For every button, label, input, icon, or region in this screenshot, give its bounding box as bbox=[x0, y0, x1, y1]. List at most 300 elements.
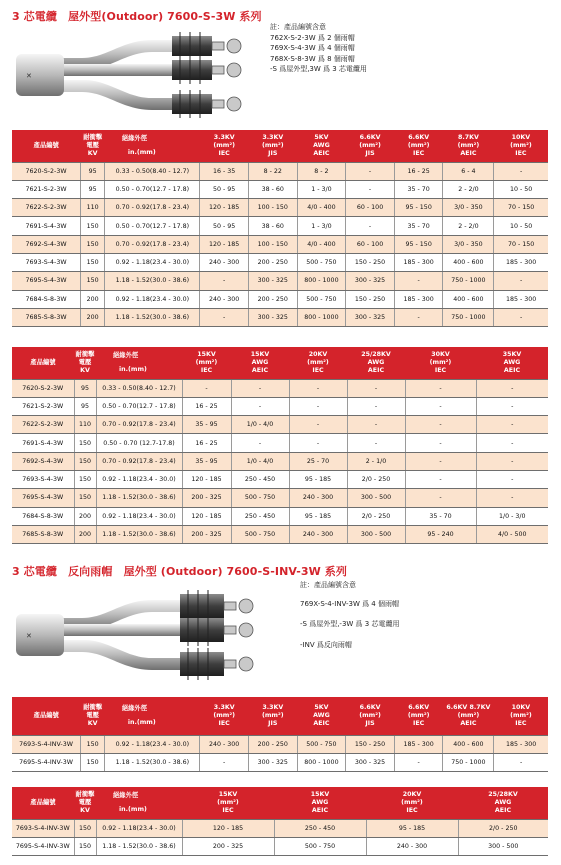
table-cell: 150 - 250 bbox=[346, 735, 395, 753]
table-cell: 1.18 - 1.52(30.0 - 38.6) bbox=[96, 525, 182, 543]
table-header-row bbox=[12, 787, 548, 819]
table-cell: 2 - 2/0 bbox=[443, 217, 494, 235]
svg-text:✕: ✕ bbox=[26, 72, 32, 80]
table-cell: 4/0 - 400 bbox=[297, 199, 346, 217]
table-row bbox=[12, 308, 548, 326]
product-code-cell: 7693-S-4-INV-3W bbox=[12, 735, 81, 753]
column-header-line: 6.6KV bbox=[408, 134, 430, 142]
table-cell: 300 - 325 bbox=[248, 272, 297, 290]
table-cell: 95 - 185 bbox=[289, 470, 347, 488]
column-header-line: IEC bbox=[222, 806, 234, 814]
table-cell: 95 bbox=[81, 180, 105, 198]
table-cell: 0.92 - 1.18(23.4 - 30.0) bbox=[105, 290, 200, 308]
column-header bbox=[274, 787, 366, 819]
table-cell: 0.92 - 1.18(23.4 - 30.0) bbox=[105, 735, 200, 753]
column-header bbox=[248, 130, 297, 162]
column-header bbox=[81, 130, 105, 162]
table-cell: 0.33 - 0.50(8.40 - 12.7) bbox=[96, 379, 182, 397]
table-cell: 95 - 150 bbox=[394, 235, 443, 253]
column-header bbox=[182, 347, 231, 379]
table-cell: 0.92 - 1.18(23.4 - 30.0) bbox=[96, 507, 182, 525]
table-cell: 300 - 325 bbox=[248, 308, 297, 326]
column-header-line: KV bbox=[80, 806, 90, 814]
table-cell: 150 bbox=[74, 470, 96, 488]
column-header bbox=[200, 130, 249, 162]
column-header bbox=[74, 347, 96, 379]
table-cell: 185 - 300 bbox=[494, 735, 548, 753]
column-header-line: 15KV bbox=[250, 351, 270, 359]
table-cell: 2 - 1/0 bbox=[347, 452, 405, 470]
table-cell: 2/0 - 250 bbox=[347, 470, 405, 488]
table-cell: 300 - 325 bbox=[346, 272, 395, 290]
column-header-line: IEC bbox=[312, 366, 324, 374]
table-cell: 0.70 - 0.92(17.8 - 23.4) bbox=[96, 416, 182, 434]
table-row bbox=[12, 290, 548, 308]
table-cell: - bbox=[289, 434, 347, 452]
column-header-line: AEIC bbox=[313, 719, 330, 727]
table-cell: 400 - 600 bbox=[443, 735, 494, 753]
table-cell: 800 - 1000 bbox=[297, 308, 346, 326]
product-code-cell: 7622-S-2-3W bbox=[12, 416, 74, 434]
table-cell: 400 - 600 bbox=[443, 253, 494, 271]
column-header-line: IEC bbox=[218, 719, 230, 727]
table-row bbox=[12, 253, 548, 271]
table-cell: 250 - 450 bbox=[231, 470, 289, 488]
table-cell: 120 - 185 bbox=[200, 199, 249, 217]
table-cell: - bbox=[494, 308, 548, 326]
table-cell: - bbox=[476, 452, 548, 470]
table-cell: 185 - 300 bbox=[394, 735, 443, 753]
column-header-line: AWG bbox=[503, 358, 521, 366]
table-cell: 150 bbox=[81, 217, 105, 235]
table-cell: 240 - 300 bbox=[200, 735, 249, 753]
column-header-line: 3.3KV bbox=[262, 134, 284, 142]
column-header-line: 產品編號 bbox=[33, 141, 59, 149]
column-header bbox=[443, 130, 494, 162]
table-cell: 38 - 60 bbox=[248, 217, 297, 235]
table-cell: 60 - 100 bbox=[346, 235, 395, 253]
table-cell: 3/0 - 350 bbox=[443, 235, 494, 253]
table-cell: 200 bbox=[74, 507, 96, 525]
column-header-line: 6.6KV bbox=[408, 704, 430, 712]
column-header-line: 3.3KV bbox=[213, 134, 235, 142]
table-cell: 110 bbox=[81, 199, 105, 217]
product-code-cell: 7622-S-2-3W bbox=[12, 199, 81, 217]
column-header-line: 絕緣外徑 bbox=[113, 351, 139, 359]
table-cell: 750 - 1000 bbox=[443, 308, 494, 326]
table-cell: 50 - 95 bbox=[200, 180, 249, 198]
column-header-line: (mm²) bbox=[510, 141, 532, 149]
product-code-cell: 7693-S-4-3W bbox=[12, 470, 74, 488]
column-header-line: 電壓 bbox=[78, 358, 92, 366]
column-header-line: (mm²) bbox=[213, 141, 235, 149]
table-row bbox=[12, 452, 548, 470]
note-line: -S 爲屋外型,-3W 爲 3 芯電纜用 bbox=[300, 620, 400, 628]
table-cell: 185 - 300 bbox=[494, 253, 548, 271]
table-cell: 240 - 300 bbox=[289, 525, 347, 543]
table-cell: - bbox=[200, 753, 249, 771]
table-cell: 16 - 25 bbox=[182, 434, 231, 452]
table-cell: 16 - 35 bbox=[200, 162, 249, 180]
column-header bbox=[405, 347, 476, 379]
table-cell: - bbox=[476, 470, 548, 488]
table-cell: 35 - 95 bbox=[182, 416, 231, 434]
table-cell: 200 bbox=[81, 290, 105, 308]
table-cell: - bbox=[476, 416, 548, 434]
table-cell: 50 - 95 bbox=[200, 217, 249, 235]
column-header-line: IEC bbox=[434, 366, 447, 374]
column-header-line: (mm²) bbox=[457, 141, 480, 149]
column-header-line: 5KV bbox=[314, 704, 329, 712]
column-header-line: 產品編號 bbox=[30, 358, 56, 366]
table-cell: - bbox=[200, 272, 249, 290]
column-header-line: 6.6KV bbox=[359, 134, 381, 142]
column-header-line: JIS bbox=[365, 719, 375, 727]
column-header-line: 10KV bbox=[511, 134, 531, 142]
table-row bbox=[12, 416, 548, 434]
column-header-line: AEIC bbox=[503, 366, 521, 374]
table-cell: - bbox=[346, 217, 395, 235]
note-line: -S 爲屋外型,3W 爲 3 芯電纜用 bbox=[270, 65, 367, 73]
table-cell: - bbox=[347, 434, 405, 452]
table-row bbox=[12, 199, 548, 217]
table-cell: 0.92 - 1.18(23.4 - 30.0) bbox=[96, 819, 182, 837]
column-header bbox=[96, 347, 182, 379]
table-row bbox=[12, 837, 548, 855]
column-header-line: AWG bbox=[313, 141, 330, 149]
table-cell: 800 - 1000 bbox=[297, 753, 346, 771]
note-line: 註：產品編號含意 bbox=[270, 23, 326, 31]
product-code-cell: 7695-S-4-3W bbox=[12, 489, 74, 507]
column-header-line: 5KV bbox=[314, 134, 329, 142]
table-cell: 300 - 500 bbox=[458, 837, 548, 855]
column-header-line: IEC bbox=[515, 149, 527, 157]
spec-table-2a bbox=[12, 697, 548, 772]
column-header-line: (mm²) bbox=[429, 358, 452, 366]
table-cell: - bbox=[494, 753, 548, 771]
column-header bbox=[105, 697, 200, 735]
table-cell: 95 - 185 bbox=[366, 819, 458, 837]
table-cell: 150 - 250 bbox=[346, 253, 395, 271]
product-code-cell: 7691-S-4-3W bbox=[12, 217, 81, 235]
table-cell: - bbox=[289, 379, 347, 397]
section-2-title: 3 芯電纜 反向雨帽 屋外型 (Outdoor) 7600-S-INV-3W 系列 bbox=[12, 565, 348, 578]
column-header-line: (mm²) bbox=[407, 711, 430, 719]
table-cell: 0.50 - 0.70(12.7 - 17.8) bbox=[96, 397, 182, 415]
table-cell: 200 - 325 bbox=[182, 525, 231, 543]
column-header-line: 電壓 bbox=[86, 141, 99, 149]
column-header bbox=[12, 787, 74, 819]
section-1-notes bbox=[270, 22, 367, 75]
column-header-line: 耐衝擊 bbox=[83, 134, 103, 142]
column-header-line: AEIC bbox=[311, 806, 329, 814]
column-header-line: 6.6KV 8.7KV bbox=[446, 704, 491, 712]
table-row bbox=[12, 217, 548, 235]
column-header-line: 10KV bbox=[511, 704, 531, 712]
note-line: -INV 爲反向雨帽 bbox=[300, 640, 352, 649]
table-cell: 150 bbox=[81, 753, 105, 771]
column-header-line: 15KV bbox=[218, 791, 238, 799]
column-header bbox=[366, 787, 458, 819]
column-header-line: JIS bbox=[268, 149, 278, 157]
table-cell: 10 - 50 bbox=[494, 180, 548, 198]
table-cell: 1.18 - 1.52(30.0 - 38.6) bbox=[96, 489, 182, 507]
note-line: 768X-S-8-3W 爲 8 個雨帽 bbox=[270, 54, 355, 63]
table-cell: 8 - 22 bbox=[248, 162, 297, 180]
table-header-row bbox=[12, 130, 548, 162]
table-header-row bbox=[12, 697, 548, 735]
table-row bbox=[12, 397, 548, 415]
table-cell: 500 - 750 bbox=[297, 290, 346, 308]
table-cell: 2 - 2/0 bbox=[443, 180, 494, 198]
table-cell: - bbox=[405, 397, 476, 415]
table-cell: 10 - 50 bbox=[494, 217, 548, 235]
column-header-line: IEC bbox=[406, 806, 418, 814]
column-header-line: in.(mm) bbox=[119, 366, 147, 374]
column-header-line: KV bbox=[87, 149, 98, 157]
spec-table-1a bbox=[12, 130, 548, 327]
column-header-line: 25/28KV bbox=[361, 351, 391, 359]
table-cell: - bbox=[405, 489, 476, 507]
column-header bbox=[182, 787, 274, 819]
column-header-line: AEIC bbox=[460, 719, 477, 727]
column-header bbox=[346, 130, 395, 162]
table-cell: 16 - 25 bbox=[394, 162, 443, 180]
column-header-line: 20KV bbox=[402, 791, 422, 799]
table-cell: 120 - 185 bbox=[182, 507, 231, 525]
table-row bbox=[12, 180, 548, 198]
table-cell: 200 bbox=[74, 525, 96, 543]
table-row bbox=[12, 753, 548, 771]
column-header bbox=[458, 787, 548, 819]
table-cell: - bbox=[494, 272, 548, 290]
table-cell: 35 - 95 bbox=[182, 452, 231, 470]
product-code-cell: 7621-S-2-3W bbox=[12, 397, 74, 415]
column-header-line: (mm²) bbox=[213, 711, 235, 719]
table-cell: 500 - 750 bbox=[231, 489, 289, 507]
table-cell: 200 - 250 bbox=[248, 290, 297, 308]
table-cell: - bbox=[347, 379, 405, 397]
column-header-line: KV bbox=[80, 366, 90, 374]
product-code-cell: 7684-S-8-3W bbox=[12, 507, 74, 525]
table-cell: 95 - 150 bbox=[394, 199, 443, 217]
column-header-line: 耐衝擊 bbox=[75, 791, 95, 799]
table-cell: - bbox=[405, 452, 476, 470]
product-code-cell: 7693-S-4-3W bbox=[12, 253, 81, 271]
column-header-line: 電壓 bbox=[86, 711, 99, 719]
table-cell: 500 - 750 bbox=[231, 525, 289, 543]
product-code-cell: 7695-S-4-INV-3W bbox=[12, 753, 81, 771]
spec-table-1b bbox=[12, 347, 548, 544]
column-header-line bbox=[97, 359, 181, 366]
column-header-line: AEIC bbox=[494, 806, 512, 814]
table-row bbox=[12, 162, 548, 180]
table-row bbox=[12, 379, 548, 397]
table-cell: - bbox=[476, 379, 548, 397]
column-header-line: 6.6KV bbox=[359, 704, 381, 712]
table-cell: 150 bbox=[74, 452, 96, 470]
column-header-line: 30KV bbox=[431, 351, 450, 359]
column-header-line: (mm²) bbox=[261, 711, 284, 719]
column-header bbox=[12, 347, 74, 379]
table-cell: - bbox=[231, 434, 289, 452]
product-code-cell: 7620-S-2-3W bbox=[12, 379, 74, 397]
column-header-line: AEIC bbox=[460, 149, 477, 157]
column-header-line: (mm²) bbox=[359, 141, 381, 149]
column-header-line: KV bbox=[87, 719, 98, 727]
table-cell: 150 bbox=[81, 253, 105, 271]
column-header-line: JIS bbox=[268, 719, 278, 727]
table-cell: - bbox=[405, 470, 476, 488]
table-cell: 200 - 250 bbox=[248, 253, 297, 271]
column-header-line: (mm²) bbox=[407, 141, 430, 149]
table-cell: - bbox=[394, 272, 443, 290]
column-header bbox=[347, 347, 405, 379]
table-cell: 100 - 150 bbox=[248, 199, 297, 217]
table-cell: 0.50 - 0.70(12.7 - 17.8) bbox=[105, 180, 200, 198]
product-code-cell: 7691-S-4-3W bbox=[12, 434, 74, 452]
column-header-line: AEIC bbox=[313, 149, 330, 157]
table-cell: - bbox=[405, 416, 476, 434]
table-cell: 4/0 - 500 bbox=[476, 525, 548, 543]
table-cell: 200 - 325 bbox=[182, 837, 274, 855]
product-code-cell: 7692-S-4-3W bbox=[12, 235, 81, 253]
table-cell: 4/0 - 400 bbox=[297, 235, 346, 253]
column-header-line: AEIC bbox=[251, 366, 269, 374]
table-cell: 95 bbox=[74, 397, 96, 415]
table-cell: 95 bbox=[81, 162, 105, 180]
table-row bbox=[12, 819, 548, 837]
column-header-line: AWG bbox=[313, 711, 330, 719]
table-cell: - bbox=[405, 434, 476, 452]
column-header-line: 35KV bbox=[502, 351, 522, 359]
column-header-line: (mm²) bbox=[510, 711, 532, 719]
table-cell: 1/0 - 3/0 bbox=[476, 507, 548, 525]
table-cell: 750 - 1000 bbox=[443, 753, 494, 771]
table-cell: 1 - 3/0 bbox=[297, 180, 346, 198]
table-cell: 1.18 - 1.52(30.0 - 38.6) bbox=[105, 308, 200, 326]
table-header-row bbox=[12, 347, 548, 379]
column-header bbox=[231, 347, 289, 379]
table-cell: 0.70 - 0.92(17.8 - 23.4) bbox=[105, 199, 200, 217]
table-cell: 185 - 300 bbox=[494, 290, 548, 308]
table-cell: 240 - 300 bbox=[366, 837, 458, 855]
table-cell: - bbox=[405, 379, 476, 397]
table-cell: 1.18 - 1.52(30.0 - 38.6) bbox=[96, 837, 182, 855]
table-cell: 35 - 70 bbox=[394, 180, 443, 198]
table-cell: 800 - 1000 bbox=[297, 272, 346, 290]
table-cell: - bbox=[289, 416, 347, 434]
note-line: 769X-S-4-3W 爲 4 個雨帽 bbox=[270, 44, 355, 52]
table-cell: - bbox=[182, 379, 231, 397]
table-cell: 0.50 - 0.70(12.7 - 17.8) bbox=[105, 217, 200, 235]
table-cell: - bbox=[476, 489, 548, 507]
table-cell: - bbox=[231, 397, 289, 415]
note-line: 762X-S-2-3W 爲 2 個雨帽 bbox=[270, 33, 355, 42]
column-header bbox=[394, 697, 443, 735]
table-cell: 6 - 4 bbox=[443, 162, 494, 180]
table-cell: 200 bbox=[81, 308, 105, 326]
table-cell: 150 bbox=[74, 434, 96, 452]
column-header bbox=[443, 697, 494, 735]
section-2-notes bbox=[300, 578, 399, 652]
table-cell: 1.18 - 1.52(30.0 - 38.6) bbox=[105, 753, 200, 771]
column-header-line: (mm²) bbox=[457, 711, 480, 719]
table-cell: 200 - 250 bbox=[248, 735, 297, 753]
table-cell: 500 - 750 bbox=[297, 253, 346, 271]
table-cell: - bbox=[347, 416, 405, 434]
column-header bbox=[394, 130, 443, 162]
column-header bbox=[248, 697, 297, 735]
table-cell: 25 - 70 bbox=[289, 452, 347, 470]
column-header-line: IEC bbox=[413, 719, 425, 727]
table-cell: 240 - 300 bbox=[200, 290, 249, 308]
table-cell: 120 - 185 bbox=[182, 470, 231, 488]
table-row bbox=[12, 470, 548, 488]
table-cell: 35 - 70 bbox=[394, 217, 443, 235]
note-line: 註：產品編號含意 bbox=[300, 581, 356, 589]
table-cell: 0.70 - 0.92(17.8 - 23.4) bbox=[105, 235, 200, 253]
table-cell: - bbox=[494, 162, 548, 180]
product-code-cell: 7695-S-4-3W bbox=[12, 272, 81, 290]
column-header-line: (mm²) bbox=[261, 141, 284, 149]
column-header bbox=[12, 130, 81, 162]
column-header bbox=[81, 697, 105, 735]
column-header bbox=[96, 787, 182, 819]
table-cell: - bbox=[200, 308, 249, 326]
table-cell: 185 - 300 bbox=[394, 290, 443, 308]
table-cell: 500 - 750 bbox=[297, 735, 346, 753]
table-cell: 3/0 - 350 bbox=[443, 199, 494, 217]
table-cell: 0.50 - 0.70 (12.7-17.8) bbox=[96, 434, 182, 452]
table-cell: 150 - 250 bbox=[346, 290, 395, 308]
table-cell: 60 - 100 bbox=[346, 199, 395, 217]
product-code-cell: 7620-S-2-3W bbox=[12, 162, 81, 180]
column-header bbox=[494, 697, 548, 735]
column-header bbox=[74, 787, 96, 819]
column-header-line: IEC bbox=[413, 149, 425, 157]
column-header-line: 耐衝擊 bbox=[75, 351, 95, 359]
table-row bbox=[12, 489, 548, 507]
column-header-line bbox=[97, 799, 181, 806]
table-cell: 8 - 2 bbox=[297, 162, 346, 180]
column-header-line: 15KV bbox=[310, 791, 330, 799]
table-cell: 38 - 60 bbox=[248, 180, 297, 198]
column-header-line: AWG bbox=[367, 358, 385, 366]
column-header-line: 絕緣外徑 bbox=[121, 704, 148, 712]
column-header-line: 電壓 bbox=[78, 798, 92, 806]
column-header-line: AWG bbox=[311, 798, 329, 806]
table-cell: 300 - 325 bbox=[248, 753, 297, 771]
column-header bbox=[12, 697, 81, 735]
table-cell: 150 bbox=[81, 735, 105, 753]
column-header-line: 產品編號 bbox=[30, 798, 56, 806]
column-header-line: 絕緣外徑 bbox=[121, 134, 148, 142]
termination-illustration-1 bbox=[12, 28, 252, 120]
table-cell: 750 - 1000 bbox=[443, 272, 494, 290]
table-cell: 150 bbox=[81, 235, 105, 253]
product-code-cell: 7695-S-4-INV-3W bbox=[12, 837, 74, 855]
product-code-cell: 7684-S-8-3W bbox=[12, 290, 81, 308]
column-header bbox=[200, 697, 249, 735]
column-header-line: (mm²) bbox=[217, 798, 239, 806]
product-code-cell: 7621-S-2-3W bbox=[12, 180, 81, 198]
table-cell: - bbox=[476, 397, 548, 415]
table-cell: - bbox=[231, 379, 289, 397]
product-code-cell: 7685-S-8-3W bbox=[12, 308, 81, 326]
section-1-title: 3 芯電纜 屋外型(Outdoor) 7600-S-3W 系列 bbox=[12, 10, 262, 23]
column-header-line: (mm²) bbox=[401, 798, 423, 806]
